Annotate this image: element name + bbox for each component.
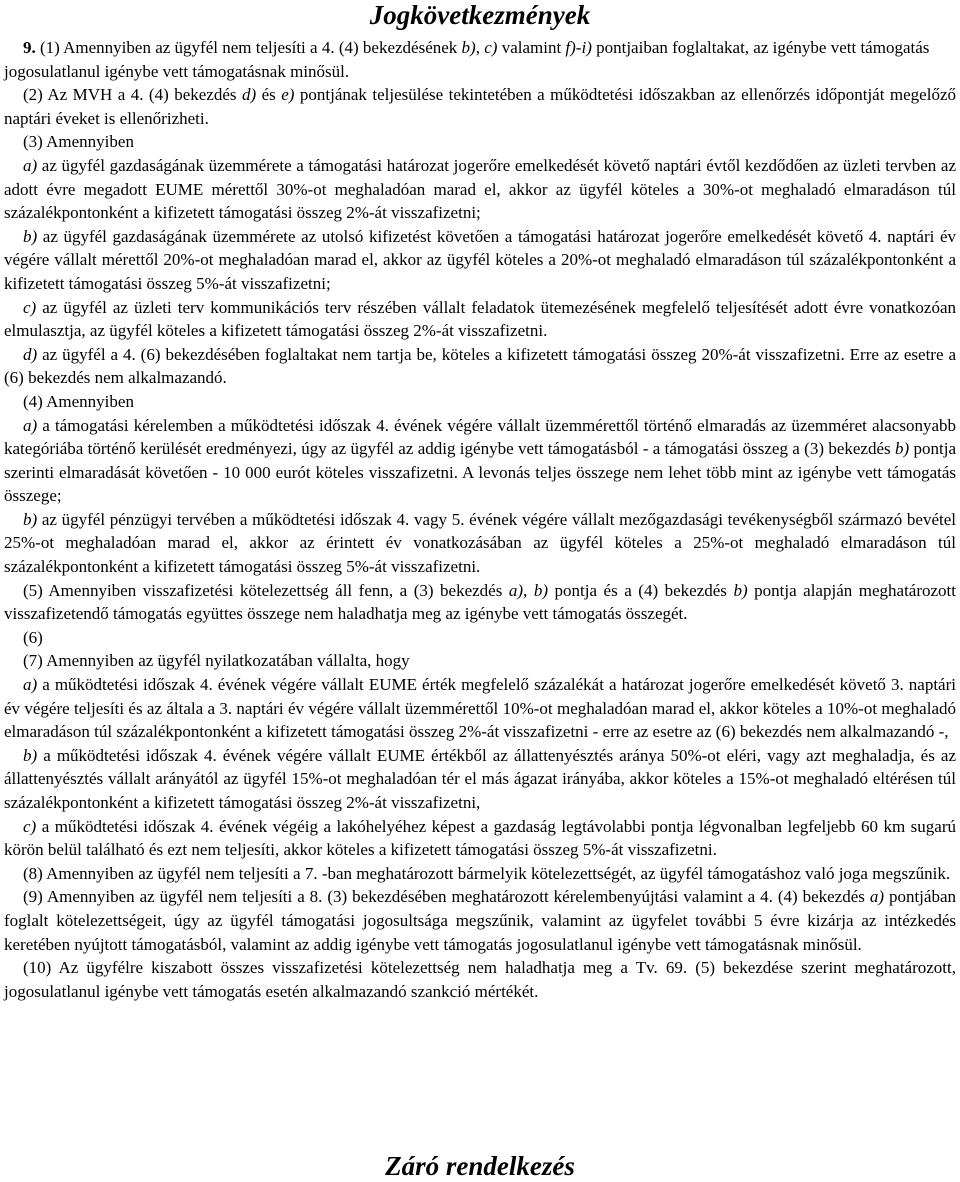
point-label: f)-i) (565, 38, 592, 57)
point-label: b) (533, 580, 548, 600)
paragraph (4, 508, 956, 579)
point-label: b) (23, 509, 38, 529)
paragraph (4, 885, 956, 956)
paragraph (4, 130, 956, 154)
paragraph-text: és (256, 85, 282, 105)
paragraph (4, 225, 956, 296)
paragraph-text: pontjában foglalt kötelezettségeit, úgy az ügyfél támogatási jogosultsága megszűnik, valamint az ügyfelet további 5 évre kizárja az intézkedés keretében nyújtott támogatásból, valamint az addig igénybe vett támogatás jogosulatlanul igénybe vett támogatásnak minősül. (4, 887, 956, 954)
point-label: d) (23, 344, 38, 364)
paragraph (4, 83, 956, 130)
paragraph (4, 579, 956, 626)
paragraph-text: pontja alapján meghatározott visszafizetendő támogatás együttes összege nem haladhatja meg az igénybe vett támogatás összegét. (4, 580, 956, 624)
document-page (4, 0, 956, 1181)
paragraph-text: (9) Amennyiben az ügyfél nem teljesíti a 8. (3) bekezdésében meghatározott kérelembenyújtási valamint a 4. (4) bekezdés (23, 887, 870, 907)
paragraph-text: , (475, 38, 485, 57)
point-label: a) (508, 580, 524, 600)
paragraph-text: (8) Amennyiben az ügyfél nem teljesíti a 7. -ban meghatározott bármelyik kötelezettségét, az ügyfél támogatáshoz való joga megszűnik. (23, 863, 951, 883)
paragraph-text: pontjaiban foglaltakat, az igénybe vett támogatás jogosulatlanul igénybe vett támogatásnak minősül. (4, 38, 930, 81)
point-label: c) (23, 297, 37, 317)
paragraph-text: (3) Amennyiben (23, 132, 134, 152)
paragraph-text: (1) Amennyiben az ügyfél nem teljesíti a 4. (4) bekezdésének (35, 38, 462, 57)
paragraph (4, 815, 956, 862)
paragraph-text: (7) Amennyiben az ügyfél nyilatkozatában vállalta, hogy (23, 651, 410, 671)
paragraph-text: az ügyfél az üzleti terv kommunikációs terv részében vállalt feladatok ütemezésének megfelelő teljesítését adott évre vonatkozóan elmulasztja, az ügyfél köteles a kifizetett támogatási összeg 2%-át visszafizetni. (4, 297, 956, 341)
paragraph (4, 956, 956, 1003)
paragraph-text: pontjának teljesülése tekintetében a működtetési időszakban az ellenőrzés időpontját megelőző naptári éveket is ellenőrizheti. (4, 85, 956, 128)
paragraph-text: az ügyfél pénzügyi tervében a működtetési időszak 4. vagy 5. évének végére vállalt mezőgazdasági tevékenységből származó bevétel 25%-ot meghaladóan marad el, akkor az érintett év vonatkozásában az ügyfél köteles a 25%-ot meghaladó elmaradáson túl százalékpontonként a kifizetett támogatási összeg 5%-át visszafizetni. (4, 509, 956, 577)
document-body (4, 36, 956, 1003)
paragraph (4, 744, 956, 815)
paragraph (4, 154, 956, 225)
section-heading: Jogkövetkezmények (369, 0, 591, 30)
paragraph (4, 390, 956, 414)
next-section-heading: Záró rendelkezés (385, 1151, 575, 1181)
paragraph-text: (5) Amennyiben visszafizetési kötelezettség áll fenn, a (3) bekezdés (23, 580, 509, 600)
paragraph-text: (2) Az MVH a 4. (4) bekezdés (23, 85, 242, 105)
point-label: a) (869, 887, 885, 907)
paragraph-text: az ügyfél gazdaságának üzemmérete az utolsó kifizetést követően a támogatási határozat jogerőre emelkedését követő 4. naptári év végére vállalt mérettől 20%-ot meghaladóan marad el, akkor az ügyfél köteles a 20%-ot meghaladó elmaradáson túl százalékpontonként a kifizetett támogatási összeg 5%-át visszafizetni; (4, 226, 956, 293)
point-label: e) (281, 85, 295, 105)
paragraph (4, 626, 956, 650)
paragraph (4, 649, 956, 673)
point-label: b) (23, 745, 38, 765)
paragraph-text: valamint (497, 38, 566, 57)
point-label: b) (733, 580, 748, 600)
point-label: b) (894, 439, 910, 459)
paragraph (4, 862, 956, 886)
paragraph (4, 36, 956, 83)
paragraph-text: (6) (23, 627, 43, 647)
point-label: a) (23, 155, 38, 175)
point-label: b) (23, 226, 38, 246)
paragraph-text: a működtetési időszak 4. évének végére vállalt EUME értékből az állattenyésztés aránya 50%-ot eléri, vagy azt meghaladja, és az állattenyésztés vállalt arányától az ügyfél 15%-ot meghaladóan tér el más ágazat irányába, akkor köteles a 15%-ot meghaladó eltérésen túl százalékpontonként a kifizetett támogatási összeg 2%-át visszafizetni, (4, 745, 956, 812)
point-label: b) (461, 38, 476, 57)
paragraph-text: , (523, 580, 534, 600)
point-label: a) (23, 675, 38, 695)
paragraph-text: az ügyfél a 4. (6) bekezdésében foglaltakat nem tartja be, köteles a kifizetett támogatási összeg 20%-át visszafizetni. Erre az esetre a (6) bekezdés nem alkalmazandó. (4, 344, 956, 388)
point-label: c) (484, 38, 498, 57)
paragraph (4, 343, 956, 390)
paragraph-text: (4) Amennyiben (23, 391, 134, 411)
paragraph-text: (10) Az ügyfélre kiszabott összes visszafizetési kötelezettség nem haladhatja meg a Tv. 69. (5) bekezdése szerint meghatározott, jogosulatlanul igénybe vett támogatás esetén alkalmazandó szankció mértékét. (4, 958, 956, 1001)
paragraph (4, 296, 956, 343)
paragraph (4, 673, 956, 744)
paragraph-text: az ügyfél gazdaságának üzemmérete a támogatási határozat jogerőre emelkedését követő naptári évtől kezdődően az üzleti tervben az adott évre megadott EUME mérettől 30%-ot meghaladóan marad el, akkor az ügyfél köteles a 30%-ot meghaladó elmaradáson túl százalékpontonként a kifizetett támogatási összeg 2%-át visszafizetni; (4, 155, 956, 223)
point-label: d) (241, 85, 257, 105)
paragraph-text: a működtetési időszak 4. évének végéig a lakóhelyéhez képest a gazdaság legtávolabbi pontja légvonalban legfeljebb 60 km sugarú körön belül található és ezt nem teljesíti, akkor köteles a kifizetett támogatási összeg 5%-át visszafizetni. (4, 816, 956, 860)
paragraph-text: a működtetési időszak 4. évének végére vállalt EUME érték megfelelő százalékát a határozat jogerőre emelkedését követő 3. naptári év végére teljesíti és az általa a 3. naptári év végére vállalt üzemmérettől 10%-ot meghaladóan marad el, akkor köteles a 10%-ot meghaladó elmaradáson túl százalékpontonként a kifizetett támogatási összeg 2%-át visszafizetni - erre az esetre az (6) bekezdés nem alkalmazandó -, (4, 675, 956, 742)
point-label: a) (23, 415, 38, 435)
paragraph-text: a támogatási kérelemben a működtetési időszak 4. évének végére vállalt üzemmérettől történő elmaradás az üzemméret alacsonyabb kategóriába történő kerülését eredményezi, úgy az ügyfél az addig igénybe vett támogatásból - a támogatási összeg a (3) bekezdés (4, 415, 956, 459)
paragraph-text: pontja szerinti elmaradását követően - 10 000 eurót köteles visszafizetni. A levonás teljes összege nem lehet több mint az igénybe vett támogatás összege; (4, 439, 956, 506)
paragraph-text: pontja és a (4) bekezdés (548, 580, 734, 600)
paragraph (4, 414, 956, 508)
point-label: c) (23, 816, 37, 836)
paragraph-number: 9. (23, 38, 36, 57)
